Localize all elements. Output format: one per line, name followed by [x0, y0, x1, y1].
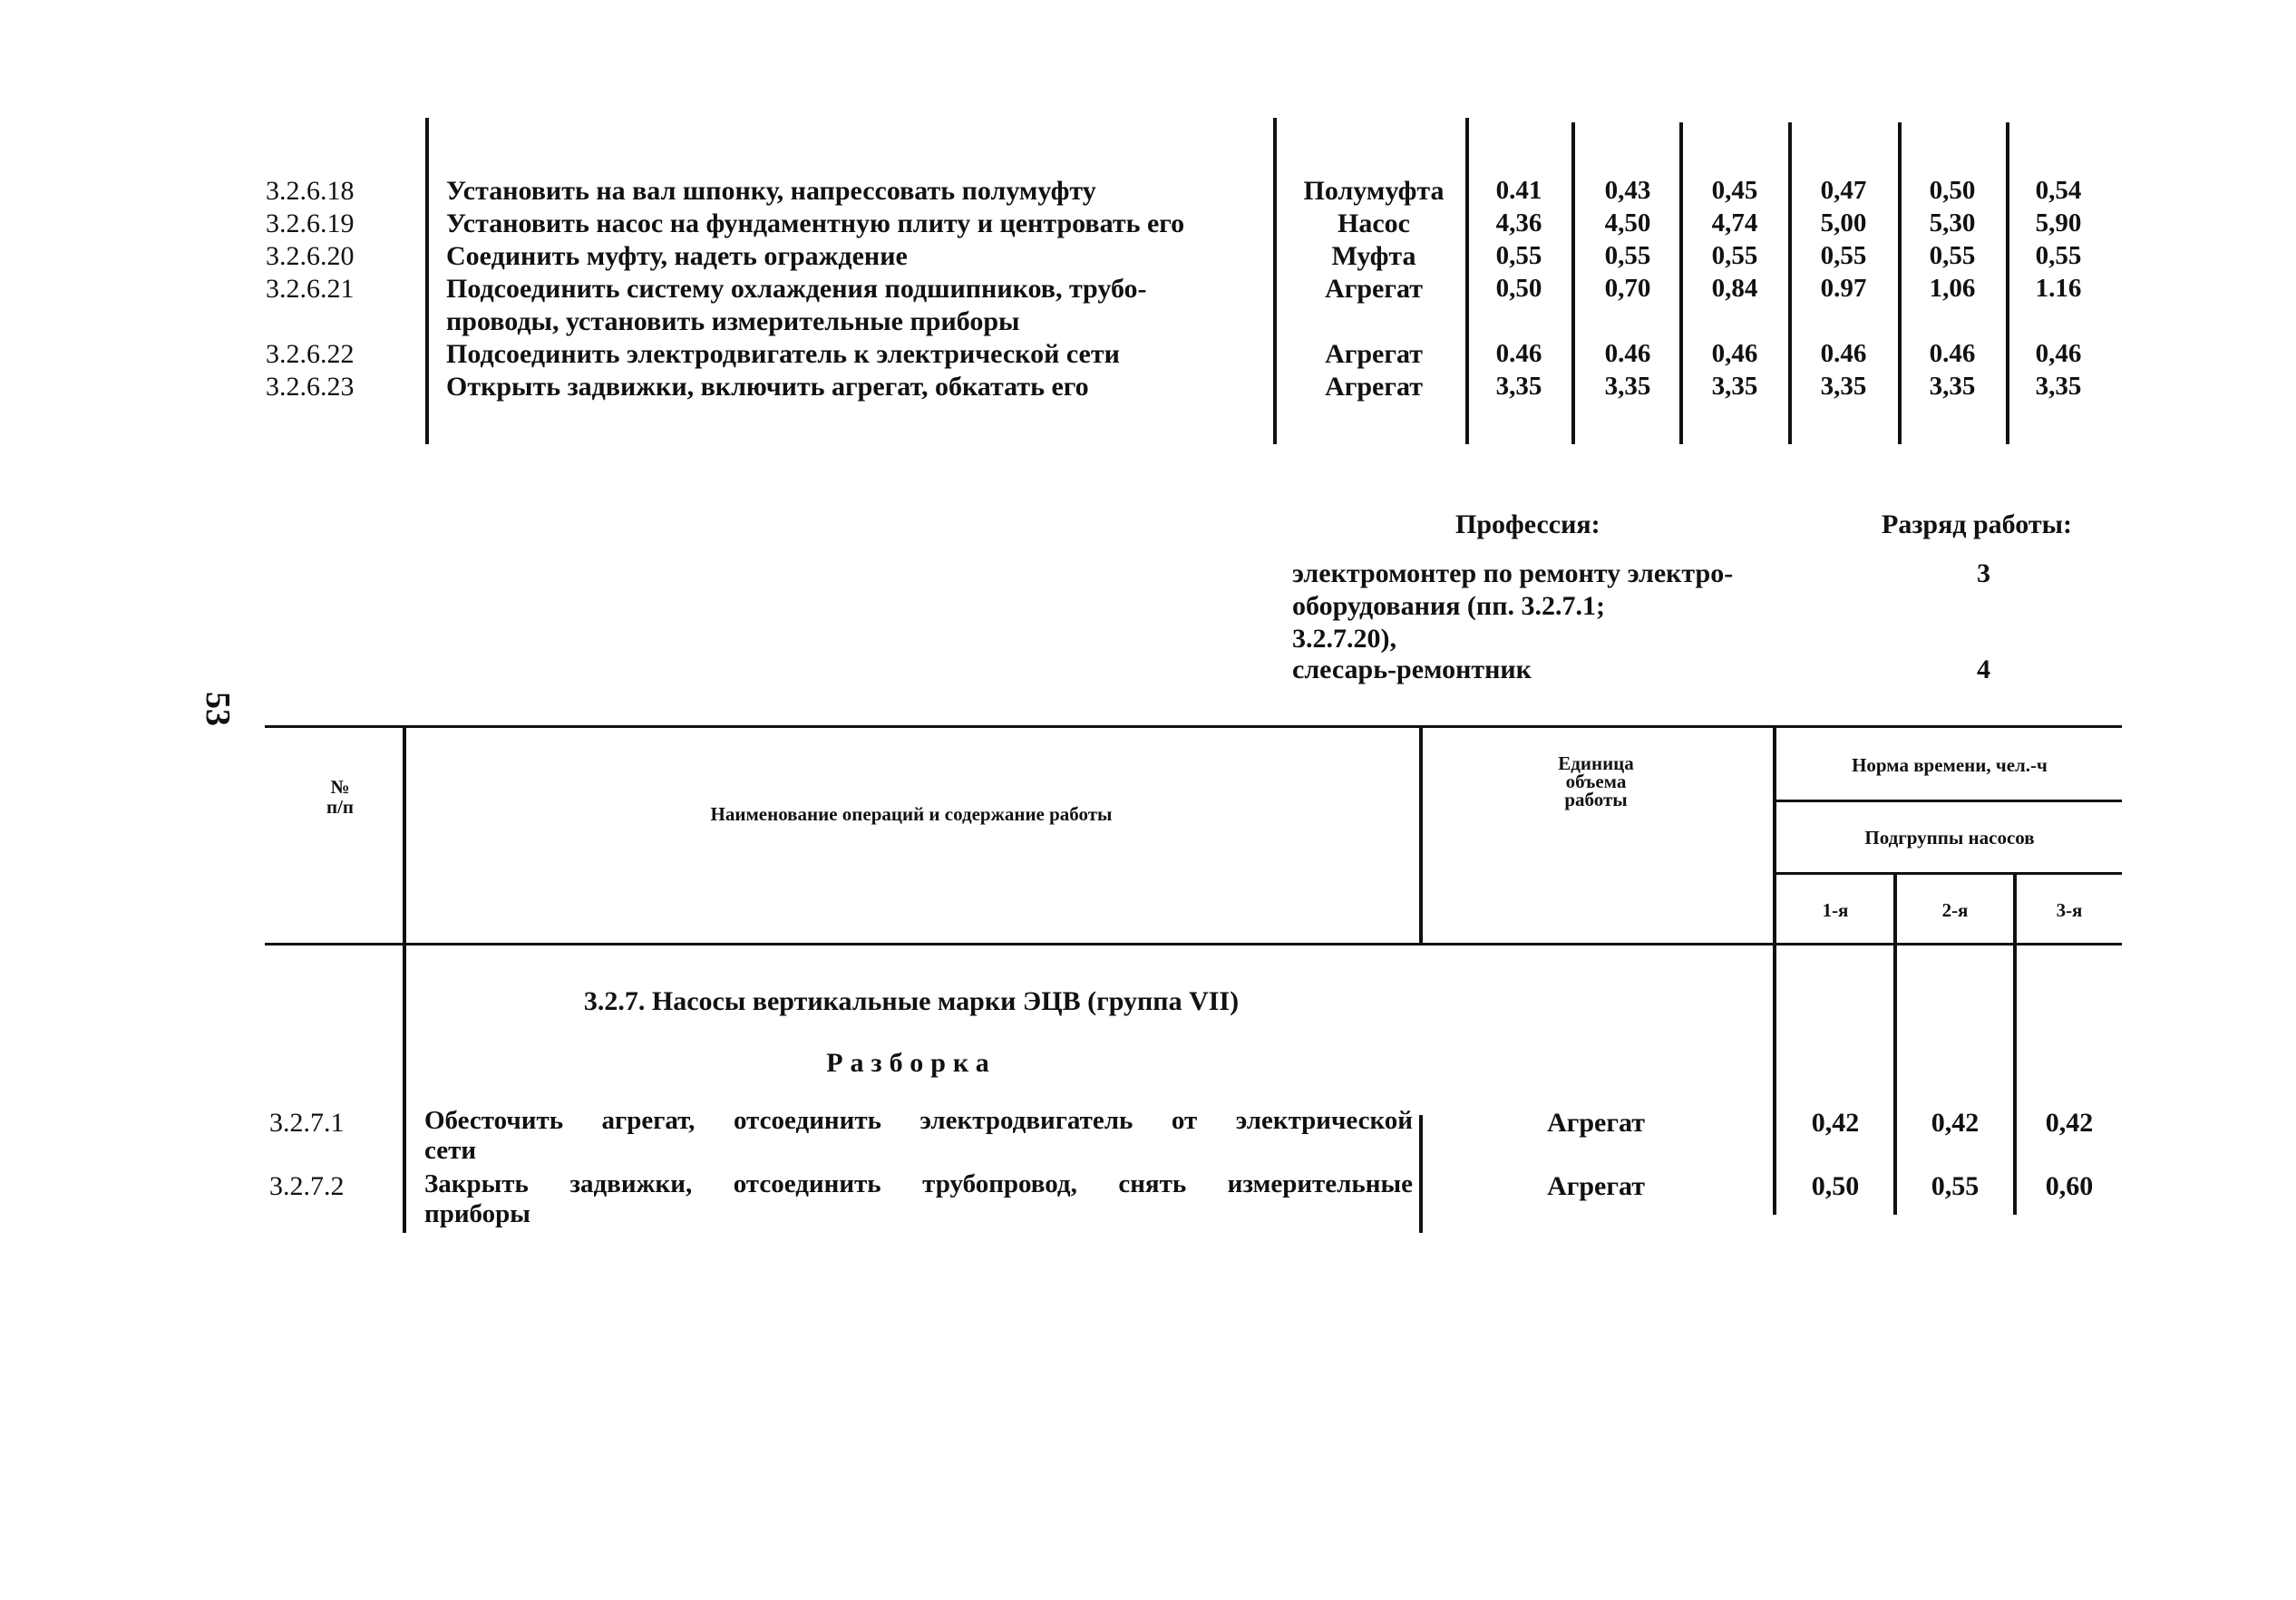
top-row-value: 1,06: [1929, 274, 1976, 303]
header-subgroups: Подгруппы насосов: [1864, 827, 2035, 848]
profession-label: Профессия:: [1455, 509, 1600, 539]
header-sub1: 1-я: [1822, 899, 1849, 921]
top-rule-col2: [1571, 122, 1575, 444]
top-rule-col5: [1898, 122, 1902, 444]
top-row-value: 0,55: [1604, 241, 1651, 270]
top-row-value: 0.97: [1820, 274, 1867, 303]
header-rule: [1773, 725, 1776, 945]
top-row-value: 0,55: [1929, 241, 1976, 270]
top-row-value: 0,55: [1711, 241, 1758, 270]
top-row-value: 0,46: [2035, 339, 2082, 368]
top-rule-col1: [1465, 118, 1469, 444]
header-sub2: 2-я: [1941, 899, 1969, 921]
top-row-value: 4,74: [1711, 208, 1758, 238]
header-name: Наименование операций и содержание работы: [710, 803, 1113, 825]
header-rule: [1419, 725, 1423, 945]
top-row-value: 3,35: [2035, 372, 2082, 401]
top-row-value: 5,90: [2035, 208, 2082, 238]
header-unit-line: объема: [1565, 771, 1627, 792]
bottom-row-text: [424, 1169, 1413, 1229]
top-row-value: 0.46: [1820, 339, 1867, 368]
top-row-value: 3,35: [1929, 372, 1976, 401]
top-row-value: 0,54: [2035, 176, 2082, 205]
top-row-value: 3,35: [1820, 372, 1867, 401]
top-row-code: 3.2.6.22: [266, 339, 355, 369]
top-row-value: 0,47: [1820, 176, 1867, 205]
header-norm: Норма времени, чел.-ч: [1852, 754, 2048, 776]
header-num-label: п/п: [326, 796, 355, 818]
bottom-row-text-line: приборы: [424, 1199, 530, 1228]
top-row-value: 4,50: [1604, 208, 1651, 238]
top-row-value: 0,55: [1820, 241, 1867, 270]
top-row-value: 0,84: [1711, 274, 1758, 303]
top-row-value: 4,36: [1495, 208, 1542, 238]
subgroup-divider-rule: [1776, 872, 2122, 875]
header-sub3: 3-я: [2056, 899, 2083, 921]
top-row-code: 3.2.6.21: [266, 274, 355, 304]
profession-line: слесарь-ремонтник: [1292, 655, 1532, 684]
top-row-value: 3,35: [1604, 372, 1651, 401]
top-row-unit: Муфта: [1331, 241, 1416, 271]
grade-label: Разряд работы:: [1882, 509, 2073, 539]
top-row-unit: Насос: [1338, 208, 1410, 238]
top-row-text: Установить на вал шпонку, напрессовать полумуфту: [446, 176, 1096, 206]
top-row-value: 3,35: [1711, 372, 1758, 401]
profession-line: 3.2.7.20),: [1292, 624, 1396, 654]
bottom-row-value: 0,42: [1931, 1108, 1980, 1138]
top-row-value: 0.46: [1929, 339, 1976, 368]
top-row-value: 0,70: [1604, 274, 1651, 303]
section-title: 3.2.7. Насосы вертикальные марки ЭЦВ (группа VII): [583, 986, 1240, 1016]
top-row-value: 0.46: [1495, 339, 1542, 368]
bottom-row-unit: Агрегат: [1547, 1171, 1645, 1201]
top-row-unit: Агрегат: [1325, 339, 1423, 369]
page-number: 53: [199, 692, 237, 726]
bottom-row-value: 0,50: [1811, 1171, 1860, 1201]
bottom-row-value: 0,42: [1811, 1108, 1860, 1138]
top-row-value: 5,00: [1820, 208, 1867, 238]
header-unit-line: работы: [1564, 789, 1628, 810]
top-row-unit: Полумуфта: [1303, 176, 1445, 206]
top-row-text: Открыть задвижки, включить агрегат, обкатать его: [446, 372, 1089, 402]
bottom-row-text-line: Обесточить агрегат, отсоединить электродвигатель от электрической: [424, 1106, 1413, 1135]
body-rule: [403, 945, 406, 1233]
profession-line: электромонтер по ремонту электро-: [1292, 558, 1734, 588]
profession-grade: 4: [1977, 655, 1990, 684]
header-rule: [403, 725, 406, 945]
top-rule-col6: [2006, 122, 2009, 444]
body-rule: [1773, 945, 1776, 1215]
top-row-text: Подсоединить систему охлаждения подшипников, трубо-: [446, 274, 1147, 304]
top-row-code: 3.2.6.18: [266, 176, 355, 206]
top-row-unit: Агрегат: [1325, 274, 1423, 304]
bottom-row-text-line: сети: [424, 1136, 477, 1165]
norm-divider-rule: [1776, 800, 2122, 802]
header-top-rule: [265, 725, 2122, 728]
bottom-row-value: 0,55: [1931, 1171, 1980, 1201]
profession-grade: 3: [1977, 558, 1990, 588]
top-row-value: 0,50: [1495, 274, 1542, 303]
top-row-value: 0,43: [1604, 176, 1651, 205]
body-rule: [1419, 1115, 1423, 1233]
top-row-code: 3.2.6.20: [266, 241, 355, 271]
top-row-value: 1.16: [2035, 274, 2082, 303]
top-rule-unit-left: [1273, 118, 1277, 444]
top-row-text: Соединить муфту, надеть ограждение: [446, 241, 908, 271]
top-rule-col3: [1679, 122, 1683, 444]
top-rule-col4: [1788, 122, 1792, 444]
bottom-row-value: 0,60: [2045, 1171, 2094, 1201]
top-rule-name-left: [425, 118, 429, 444]
header-bottom-rule: [265, 943, 2122, 945]
bottom-row-value: 0,42: [2045, 1108, 2094, 1138]
top-row-value: 3,35: [1495, 372, 1542, 401]
top-row-code: 3.2.6.19: [266, 208, 355, 238]
top-row-text-cont: проводы, установить измерительные приборы: [446, 306, 1020, 336]
top-row-value: 0.46: [1604, 339, 1651, 368]
bottom-row-text-line: Закрыть задвижки, отсоединить трубопровод, снять измерительные: [424, 1169, 1413, 1198]
top-row-code: 3.2.6.23: [266, 372, 355, 402]
header-unit-line: Единица: [1558, 752, 1634, 774]
subsection-title: Разборка: [826, 1048, 997, 1078]
top-row-value: 0.41: [1495, 176, 1542, 205]
top-row-value: 5,30: [1929, 208, 1976, 238]
bottom-row-code: 3.2.7.2: [269, 1171, 345, 1201]
profession-line: оборудования (пп. 3.2.7.1;: [1292, 591, 1605, 621]
top-row-text: Установить насос на фундаментную плиту и центровать его: [446, 208, 1185, 238]
top-row-value: 0,45: [1711, 176, 1758, 205]
top-row-value: 0,46: [1711, 339, 1758, 368]
top-row-value: 0,55: [2035, 241, 2082, 270]
top-row-text: Подсоединить электродвигатель к электрической сети: [446, 339, 1120, 369]
top-row-value: 0,55: [1495, 241, 1542, 270]
top-row-unit: Агрегат: [1325, 372, 1423, 402]
bottom-row-code: 3.2.7.1: [269, 1108, 345, 1138]
bottom-row-text: [424, 1106, 1413, 1166]
header-num-symbol: №: [330, 776, 350, 798]
top-row-value: 0,50: [1929, 176, 1976, 205]
bottom-row-unit: Агрегат: [1547, 1108, 1645, 1138]
